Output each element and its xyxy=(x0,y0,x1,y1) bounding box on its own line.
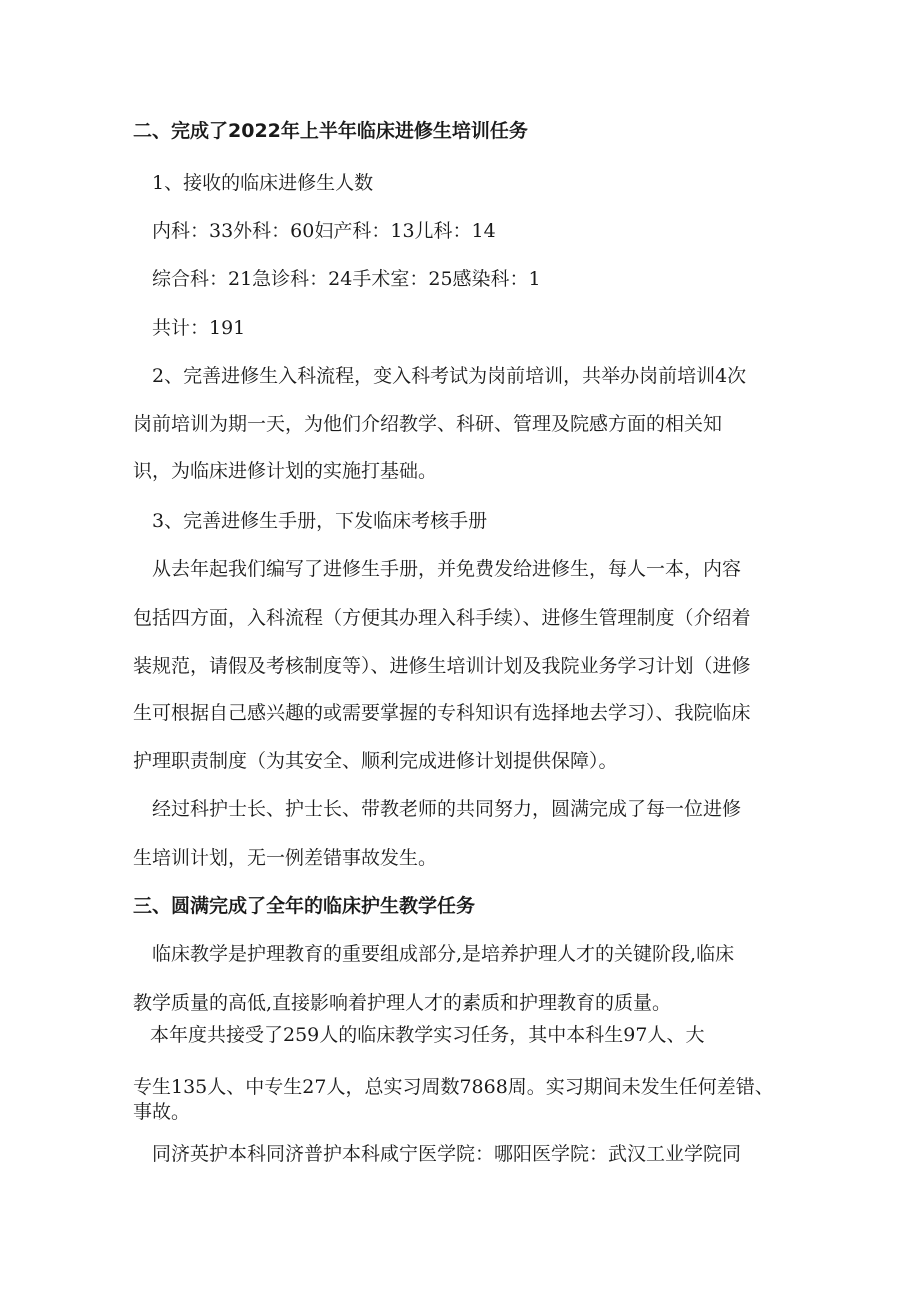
item-3-paragraph-line: 护理职责制度（为其安全、顺利完成进修计划提供保障）。 xyxy=(133,750,618,772)
item-2-line: 识，为临床进修计划的实施打基础。 xyxy=(133,460,438,482)
internship-stats-line: 本年度共接受了259人的临床教学实习任务，其中本科生97人、大 xyxy=(150,1024,705,1046)
item-3-paragraph-line: 生可根据自己感兴趣的或需要掌握的专科知识有选择地去学习）、我院临床 xyxy=(133,702,751,724)
internship-stats-line: 专生135人、中专生27人，总实习周数7868周。实习期间未发生任何差错、 xyxy=(133,1076,774,1098)
item-2-line: 岗前培训为期一天，为他们介绍教学、科研、管理及院感方面的相关知 xyxy=(133,413,723,435)
section-2-heading: 二、完成了2022年上半年临床进修生培训任务 xyxy=(133,120,528,142)
section-3-paragraph-line: 教学质量的高低,直接影响着护理人才的素质和护理教育的质量。 xyxy=(133,992,672,1014)
item-1-title: 1、接收的临床进修生人数 xyxy=(152,172,374,194)
item-3-paragraph-line: 装规范，请假及考核制度等）、进修生培训计划及我院业务学习计划（进修 xyxy=(133,655,751,677)
item-2-line: 2、完善进修生入科流程，变入科考试为岗前培训，共举办岗前培训4次 xyxy=(152,365,747,387)
internship-stats-line: 事故。 xyxy=(133,1101,191,1123)
department-counts-line-2: 综合科：21急诊科：24手术室：25感染科：1 xyxy=(152,268,541,290)
item-3-conclusion-line: 经过科护士长、护士长、带教老师的共同努力，圆满完成了每一位进修 xyxy=(152,798,742,820)
item-3-conclusion-line: 生培训计划，无一例差错事故发生。 xyxy=(133,847,438,869)
item-3-title: 3、完善进修生手册，下发临床考核手册 xyxy=(152,510,488,532)
item-3-paragraph-line: 从去年起我们编写了进修生手册，并免费发给进修生，每人一本，内容 xyxy=(152,558,742,580)
total-count: 共计：191 xyxy=(152,317,246,339)
item-3-paragraph-line: 包括四方面，入科流程（方便其办理入科手续）、进修生管理制度（介绍着 xyxy=(133,607,751,629)
section-3-heading: 三、圆满完成了全年的临床护生教学任务 xyxy=(133,895,476,917)
department-counts-line-1: 内科：33外科：60妇产科：13儿科：14 xyxy=(152,220,496,242)
schools-line: 同济英护本科同济普护本科咸宁医学院：哪阳医学院：武汉工业学院同 xyxy=(152,1143,742,1165)
section-3-paragraph-line: 临床教学是护理教育的重要组成部分,是培养护理人才的关键阶段,临床 xyxy=(152,943,735,965)
